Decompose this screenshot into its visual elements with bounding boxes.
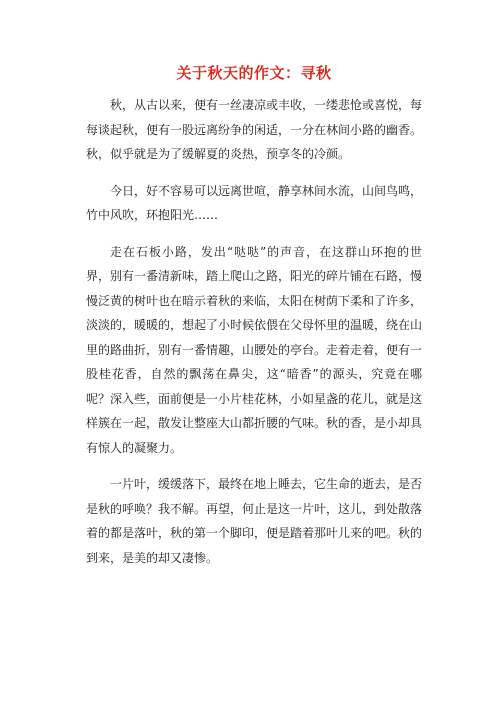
paragraph-4: 一片叶，缓缓落下，最终在地上睡去，它生命的逝去，是否是秋的呼唤？我不解。再望，何止是这一片叶，这儿，到处散落着的都是落叶，秋的第一个脚印，便是踏着那叶儿来的吧。秋的到来，是美的却又凄惨。 (86, 477, 423, 565)
paragraph-1: 秋，从古以来，便有一丝凄凉或丰收，一缕悲怆或喜悦，每每谈起秋，便有一股远离纷争的闲适，一分在林间小路的幽香。秋，似乎就是为了缓解夏的炎热，预享冬的冷颜。 (86, 98, 423, 161)
document-title: 关于秋天的作文：寻秋 (176, 64, 332, 82)
paragraph-2: 今日，好不容易可以远离世喧，静享林间水流，山间鸟鸣，竹中风吹，环抱阳光…… (86, 183, 423, 222)
paragraph-3: 走在石板小路，发出“哒哒”的声音，在这群山环抱的世界，别有一番清新味，踏上爬山之路，阳光的碎片铺在石路，慢慢泛黄的树叶也在暗示着秋的来临，太阳在树荫下柔和了许多，淡淡的，暖暖的，想起了小时候依偎在父母怀里的温暖，绕在山里的路曲折，别有一番情趣，山腰处的亭台。走着走着，便有一股桂花香，自然的飘荡在鼻尖，这“暗香”的源头，究竟在哪呢？深入些，面前便是一小片桂花林，小如星盏的花儿，就是这样簇在一起，散发让整座大山都折腰的气味。秋的香，是小却具有惊人的凝聚力。 (86, 244, 423, 455)
